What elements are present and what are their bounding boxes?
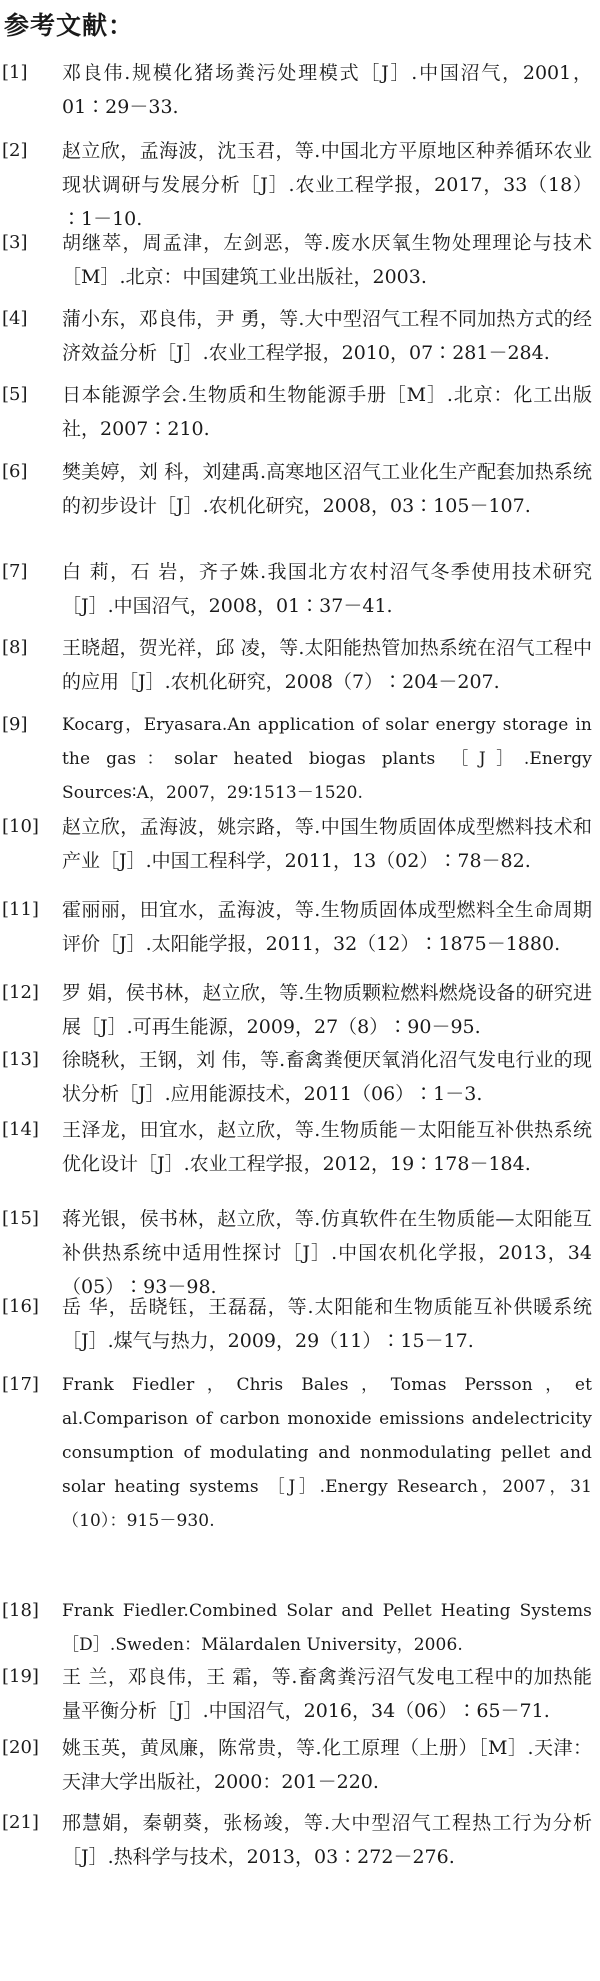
reference-text: 赵立欣，孟海波，沈玉君，等.中国北方平原地区种养循环农业现状调研与发展分析［J］.农业工程学报，2017，33（18）∶1－10. (62, 140, 592, 230)
reference-text: Frank Fiedler.Combined Solar and Pellet Heating Systems［D］.Sweden：Mälardalen University，2006. (62, 1601, 592, 1655)
reference-text: 赵立欣，孟海波，姚宗路，等.中国生物质固体成型燃料技术和产业［J］.中国工程科学，2011，13（02）∶78－82. (62, 816, 592, 872)
reference-text: Frank Fiedler，Chris Bales，Tomas Persson，et al.Comparison of carbon monoxide emissions andelectricity consumption of modulating and nonmodulating pellet and solar heating systems ［J］.Energy Research，2007，31（10）：915－930. (62, 1375, 592, 1531)
reference-number: [7] (2, 561, 28, 582)
reference-number: [10] (2, 816, 39, 837)
reference-text: 岳 华，岳晓钰，王磊磊，等.太阳能和生物质能互补供暖系统［J］.煤气与热力，2009，29（11）∶15－17. (62, 1296, 592, 1352)
reference-text: 王 兰，邓良伟，王 霜，等.畜禽粪污沼气发电工程中的加热能量平衡分析［J］.中国沼气，2016，34（06）∶65－71. (62, 1666, 592, 1722)
reference-text: 日本能源学会.生物质和生物能源手册［M］.北京：化工出版社，2007∶210. (62, 384, 592, 440)
reference-number: [15] (2, 1208, 39, 1229)
reference-text: 王晓超，贺光祥，邱 凌，等.太阳能热管加热系统在沼气工程中的应用［J］.农机化研究，2008（7）∶204－207. (62, 637, 592, 693)
reference-number: [20] (2, 1737, 39, 1758)
reference-text: 蒲小东，邓良伟，尹 勇，等.大中型沼气工程不同加热方式的经济效益分析［J］.农业工程学报，2010，07∶281－284. (62, 308, 592, 364)
reference-text: 樊美婷，刘 科，刘建禹.高寒地区沼气工业化生产配套加热系统的初步设计［J］.农机化研究，2008，03∶105－107. (62, 461, 592, 517)
reference-number: [13] (2, 1049, 39, 1070)
reference-text: 王泽龙，田宜水，赵立欣，等.生物质能－太阳能互补供热系统优化设计［J］.农业工程学报，2012，19∶178－184. (62, 1119, 592, 1175)
reference-number: [17] (2, 1374, 39, 1395)
reference-text: 罗 娟，侯书林，赵立欣，等.生物质颗粒燃料燃烧设备的研究进展［J］.可再生能源，2009，27（8）∶90－95. (62, 982, 592, 1038)
references-heading: 参考文献： (4, 11, 135, 40)
reference-number: [6] (2, 461, 28, 482)
reference-text: 姚玉英，黄凤廉，陈常贵，等.化工原理（上册）［M］.天津：天津大学出版社，2000：201－220. (62, 1737, 592, 1793)
reference-text: 蒋光银，侯书林，赵立欣，等.仿真软件在生物质能—太阳能互补供热系统中适用性探讨［J］.中国农机化学报，2013，34（05）∶93－98. (62, 1208, 592, 1298)
reference-text: 邢慧娟，秦朝葵，张杨竣，等.大中型沼气工程热工行为分析［J］.热科学与技术，2013，03∶272－276. (62, 1812, 592, 1868)
reference-number: [21] (2, 1812, 39, 1833)
reference-number: [11] (2, 899, 39, 920)
reference-number: [18] (2, 1600, 39, 1621)
reference-number: [19] (2, 1666, 39, 1687)
reference-text: 胡继萃，周孟津，左剑恶，等.废水厌氧生物处理理论与技术［M］.北京：中国建筑工业出版社，2003. (62, 232, 592, 288)
reference-number: [9] (2, 714, 28, 735)
reference-number: [14] (2, 1119, 39, 1140)
reference-text: 邓良伟.规模化猪场粪污处理模式［J］.中国沼气，2001，01∶29－33. (62, 62, 592, 118)
reference-number: [12] (2, 982, 39, 1003)
reference-number: [2] (2, 140, 28, 161)
reference-number: [1] (2, 62, 28, 83)
reference-text: 白 莉，石 岩，齐子姝.我国北方农村沼气冬季使用技术研究［J］.中国沼气，2008，01∶37－41. (62, 561, 592, 617)
reference-number: [5] (2, 384, 28, 405)
reference-text: Kocarg，Eryasara.An application of solar energy storage in the gas：solar heated biogas plants ［J］.Energy Sources∶A，2007，29∶1513－1520. (62, 715, 592, 803)
reference-number: [8] (2, 637, 28, 658)
reference-number: [16] (2, 1296, 39, 1317)
reference-number: [3] (2, 232, 28, 253)
reference-text: 徐晓秋，王钢，刘 伟，等.畜禽粪便厌氧消化沼气发电行业的现状分析［J］.应用能源技术，2011（06）∶1－3. (62, 1049, 592, 1105)
reference-number: [4] (2, 308, 28, 329)
reference-text: 霍丽丽，田宜水，孟海波，等.生物质固体成型燃料全生命周期评价［J］.太阳能学报，2011，32（12）∶1875－1880. (62, 899, 592, 955)
